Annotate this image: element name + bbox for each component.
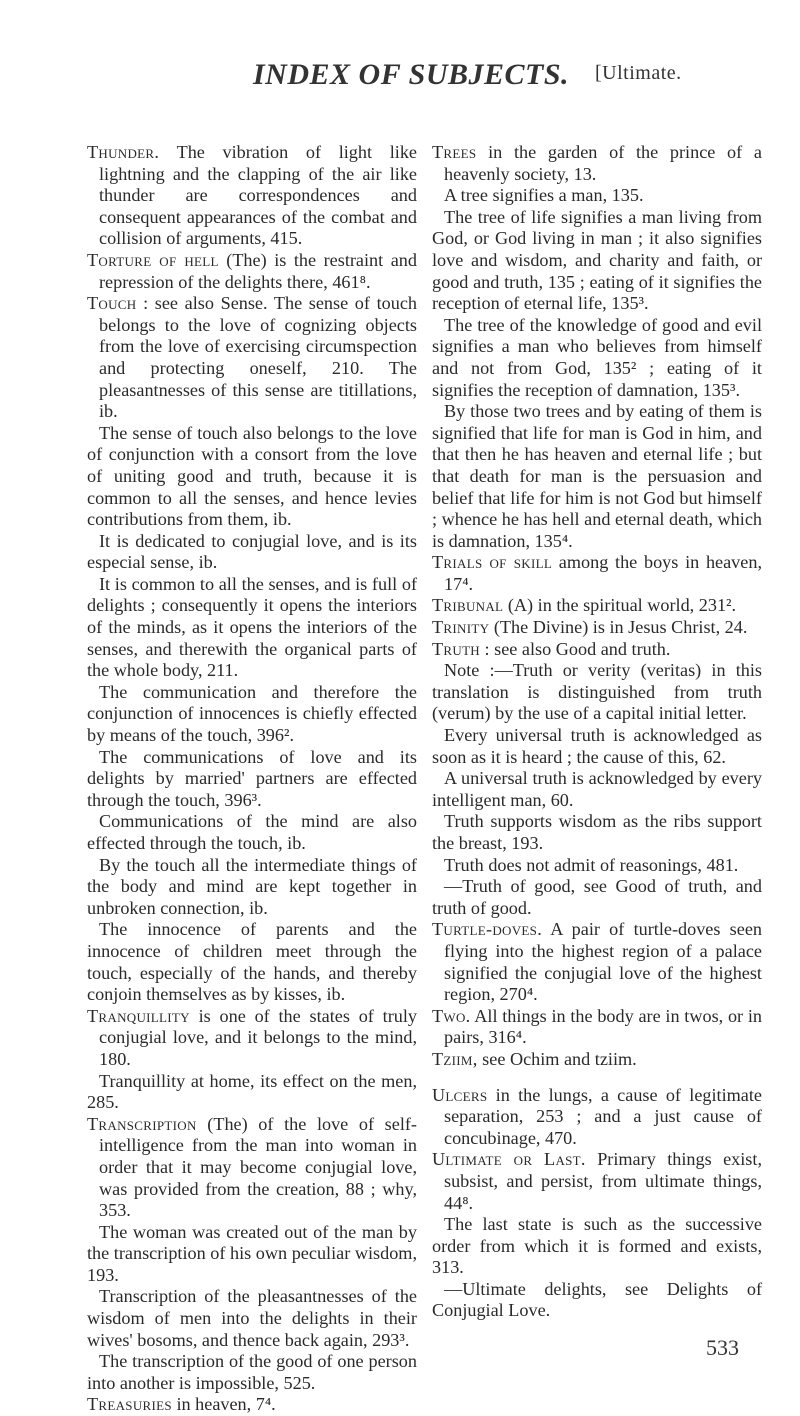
entry-text: Every universal truth is acknowledged as soon as it is heard ; the cause of this, 62. bbox=[432, 725, 762, 767]
index-subentry bbox=[432, 401, 762, 552]
index-subentry bbox=[432, 811, 762, 854]
index-subentry bbox=[432, 876, 762, 919]
entry-text: A universal truth is acknowledged by every intelligent man, 60. bbox=[432, 768, 762, 810]
entry-heading: Trials of skill bbox=[432, 552, 553, 573]
entry-heading: Tranquillity bbox=[87, 1005, 190, 1026]
entry-text: The woman was created out of the man by the transcription of his own peculiar wisdom, 193. bbox=[87, 1221, 417, 1285]
index-entry bbox=[87, 250, 417, 293]
index-entry bbox=[87, 1006, 417, 1071]
index-subentry bbox=[87, 682, 417, 747]
index-entry bbox=[432, 1049, 762, 1071]
index-subentry bbox=[87, 811, 417, 854]
entry-text: : see also Good and truth. bbox=[480, 638, 671, 659]
index-subentry bbox=[87, 1286, 417, 1351]
left-column bbox=[87, 142, 417, 1416]
entry-heading: Treasuries bbox=[87, 1394, 172, 1415]
index-subentry bbox=[87, 531, 417, 574]
index-subentry bbox=[432, 855, 762, 877]
index-subentry bbox=[87, 1071, 417, 1114]
entry-heading: Touch bbox=[87, 293, 137, 314]
entry-heading: Turtle-doves. bbox=[432, 919, 543, 940]
entry-text: see Ochim and tziim. bbox=[477, 1048, 637, 1069]
entry-text: The communications of love and its delights by married' partners are effected through the touch, 396³. bbox=[87, 746, 417, 810]
index-subentry bbox=[87, 1222, 417, 1287]
page-title: INDEX OF SUBJECTS. bbox=[253, 58, 570, 91]
index-entry bbox=[432, 595, 762, 617]
entry-text: (The) is the restraint and repression of the delights there, 461⁸. bbox=[99, 249, 417, 292]
entry-text: The tree of the knowledge of good and evil signifies a man who believes from himself and not from God, 135² ; eating of it signifies the reception of damnation, 135³. bbox=[432, 314, 762, 400]
index-subentry bbox=[432, 660, 762, 725]
index-subentry bbox=[432, 1214, 762, 1279]
entry-text: A tree signifies a man, 135. bbox=[444, 185, 644, 206]
page-number: 533 bbox=[706, 1335, 739, 1360]
entry-text: : see also Sense. The sense of touch belongs to the love of cognizing objects from the love of exercising circumspection and protecting oneself, 210. The pleasantnesses of this sense are titillations, ib. bbox=[99, 293, 417, 422]
entry-text: is one of the states of truly conjugial love, and it belongs to the mind, 180. bbox=[99, 1005, 417, 1069]
entry-text: Communications of the mind are also effected through the touch, ib. bbox=[87, 811, 417, 853]
index-subentry bbox=[432, 725, 762, 768]
index-subentry bbox=[432, 207, 762, 315]
entry-text: Note :—Truth or verity (veritas) in this translation is distinguished from truth (verum) by the use of a capital initial letter. bbox=[432, 660, 762, 724]
index-entry bbox=[432, 617, 762, 639]
index-entry bbox=[432, 1149, 762, 1214]
entry-text: Tranquillity at home, its effect on the men, 285. bbox=[87, 1070, 417, 1113]
entry-text: It is common to all the senses, and is full of delights ; consequently it opens the interiors of the minds, as it opens the interiors of the senses, and therewith the organical parts of the whole body, 211. bbox=[87, 573, 417, 681]
index-subentry bbox=[432, 185, 762, 207]
entry-text: All things in the body are in twos, or in pairs, 316⁴. bbox=[444, 1005, 762, 1048]
index-entry bbox=[432, 142, 762, 185]
index-subentry bbox=[87, 855, 417, 920]
entry-heading: Truth bbox=[432, 638, 480, 659]
entry-heading: Tribunal bbox=[432, 595, 504, 616]
entry-text: By the touch all the intermediate things of the body and mind are kept together in unbroken connection, ib. bbox=[87, 854, 417, 918]
entry-text: It is dedicated to conjugial love, and is its especial sense, ib. bbox=[87, 530, 417, 573]
entry-heading: Thunder. bbox=[87, 142, 160, 162]
entry-text: The tree of life signifies a man living from God, or God living in man ; it also signifies love and wisdom, and charity and faith, or good and truth, 135 ; eating of it signifies the reception of eternal life, 135³. bbox=[432, 206, 762, 314]
entry-text: among the boys in heaven, 17⁴. bbox=[444, 552, 762, 594]
entry-heading: Transcription bbox=[87, 1113, 197, 1134]
index-entry bbox=[87, 1114, 417, 1222]
entry-text: Transcription of the pleasantnesses of the wisdom of men into the delights in their wives' bosoms, and thence back again, 293³. bbox=[87, 1286, 417, 1350]
index-subentry bbox=[87, 919, 417, 1005]
entry-text: Truth supports wisdom as the ribs support the breast, 193. bbox=[432, 811, 762, 853]
entry-heading: Torture of hell bbox=[87, 249, 219, 270]
index-subentry bbox=[87, 1351, 417, 1394]
index-entry bbox=[432, 1085, 762, 1150]
entry-heading: Ulcers bbox=[432, 1084, 488, 1105]
entry-heading: Ultimate or Last. bbox=[432, 1149, 586, 1170]
index-subentry bbox=[432, 315, 762, 401]
index-subentry bbox=[432, 1279, 762, 1322]
entry-text: The sense of touch also belongs to the love of conjunction with a consort from the love of uniting good and truth, because it is common to all the senses, and hence levies contributions from them, ib. bbox=[87, 422, 417, 530]
entry-text: The communication and therefore the conjunction of innocences is chiefly effected by means of the touch, 396². bbox=[87, 681, 417, 746]
entry-text: (A) in the spiritual world, 231². bbox=[503, 595, 737, 616]
entry-text: Truth does not admit of reasonings, 481. bbox=[444, 854, 739, 875]
index-entry bbox=[87, 142, 417, 250]
index-entry bbox=[432, 1006, 762, 1049]
index-subentry bbox=[87, 574, 417, 682]
index-subentry bbox=[87, 747, 417, 812]
index-entry bbox=[432, 552, 762, 595]
index-entry bbox=[87, 1394, 417, 1416]
running-header bbox=[0, 52, 800, 92]
entry-text: —Ultimate delights, see Delights of Conjugial Love. bbox=[432, 1278, 762, 1321]
entry-heading: Trinity bbox=[432, 617, 490, 638]
index-entry bbox=[87, 293, 417, 423]
entry-text: in the lungs, a cause of legitimate separation, 253 ; and a just cause of concubinage, 470. bbox=[444, 1084, 762, 1148]
entry-heading: Two. bbox=[432, 1005, 471, 1026]
entry-text: in heaven, 7⁴. bbox=[171, 1394, 276, 1415]
entry-text: —Truth of good, see Good of truth, and truth of good. bbox=[432, 876, 762, 918]
index-subentry bbox=[432, 768, 762, 811]
entry-text: The transcription of the good of one person into another is impossible, 525. bbox=[87, 1351, 417, 1393]
section-label: [Ultimate. bbox=[595, 62, 682, 84]
entry-text: The vibration of light like lightning and the clapping of the air like thunder are correspondences and consequent appearances of the combat and collision of arguments, 415. bbox=[99, 142, 417, 249]
entry-text: in the garden of the prince of a heavenly society, 13. bbox=[444, 142, 762, 184]
right-column bbox=[432, 142, 762, 1322]
entry-text: The innocence of parents and the innocence of children meet through the touch, especially of the hands, and thereby conjoin themselves as by kisses, ib. bbox=[87, 919, 417, 1005]
entry-heading: Tziim, bbox=[432, 1048, 478, 1069]
index-entry bbox=[432, 919, 762, 1005]
entry-text: The last state is such as the successive order from which it is formed and exists, 313. bbox=[432, 1214, 762, 1278]
entry-text: Primary things exist, subsist, and persist, from ultimate things, 44⁸. bbox=[444, 1149, 762, 1213]
entry-text: A pair of turtle-doves seen flying into the highest region of a palace signified the conjugial love of the highest region, 270⁴. bbox=[444, 919, 762, 1005]
entry-text: (The) of the love of self-intelligence from the man into woman in order that it may become conjugial love, was provided from the creation, 88 ; why, 353. bbox=[99, 1113, 417, 1221]
entry-heading: Trees bbox=[432, 142, 477, 162]
entry-text: (The Divine) is in Jesus Christ, 24. bbox=[489, 617, 748, 638]
index-entry bbox=[432, 639, 762, 661]
entry-text: By those two trees and by eating of them is signified that life for man is God in him, and that then he has heaven and eternal life ; but that death for man is the persuasion and belief that life for him is not God but himself ; whence he has hell and eternal death, which is damnation, 135⁴. bbox=[432, 401, 762, 551]
index-subentry bbox=[87, 423, 417, 531]
